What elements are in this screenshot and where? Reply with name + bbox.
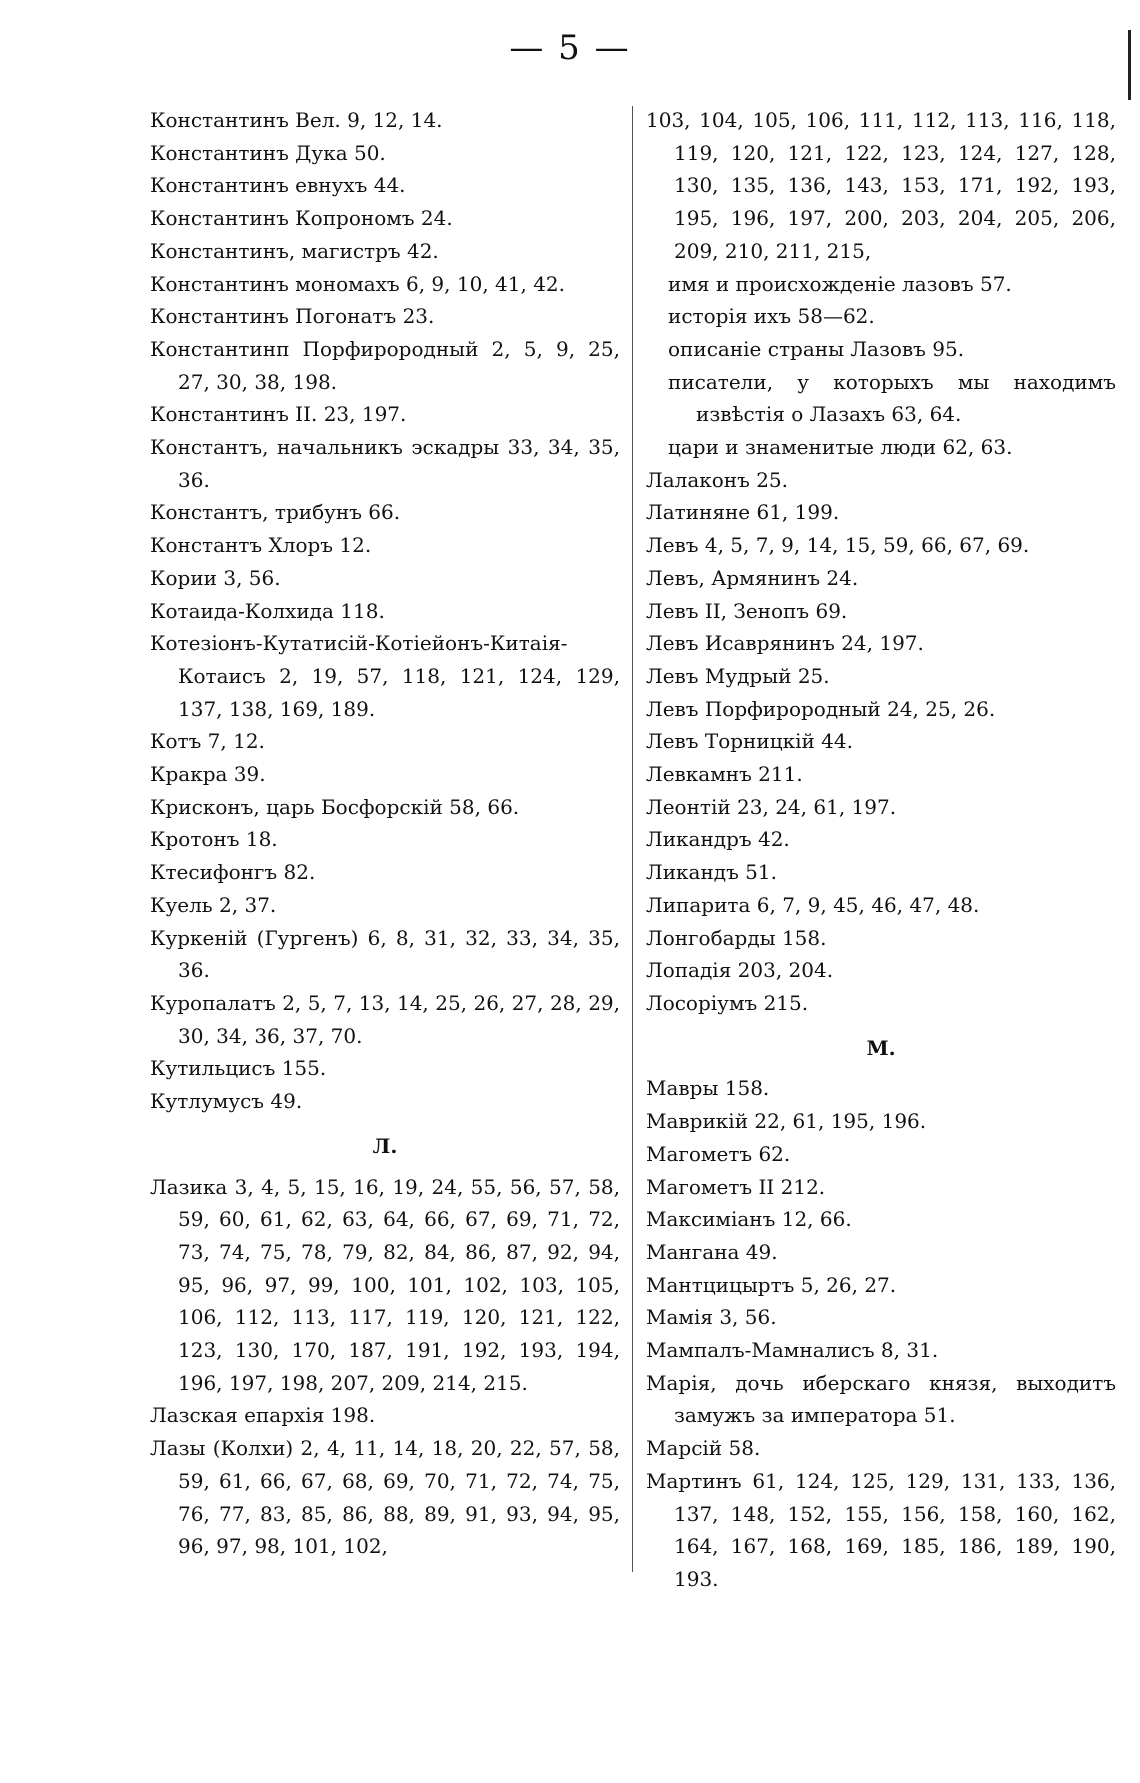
- index-entry: Куркеній (Гургенъ) 6, 8, 31, 32, 33, 34, 35, 36.: [150, 925, 620, 983]
- index-entry: Константъ Хлоръ 12.: [150, 533, 372, 558]
- page-edge-rule: [1128, 30, 1131, 100]
- index-group-l-cont: [646, 464, 1116, 1020]
- index-entry: Мампалъ-Мамналисъ 8, 31.: [646, 1338, 939, 1363]
- index-entry: Левъ 4, 5, 7, 9, 14, 15, 59, 66, 67, 69.: [646, 533, 1030, 558]
- index-column-right: [646, 104, 1116, 1596]
- index-entry: Магометъ 62.: [646, 1141, 791, 1166]
- index-entry: Левъ Исаврянинъ 24, 197.: [646, 631, 924, 656]
- index-entry: Левъ Мудрый 25.: [646, 663, 830, 688]
- index-entry: Ликандръ 42.: [646, 827, 790, 852]
- index-column-left: [150, 104, 620, 1563]
- index-entry: Лазская епархія 198.: [150, 1403, 376, 1428]
- index-entry: Лазика 3, 4, 5, 15, 16, 19, 24, 55, 56, 57, 58, 59, 60, 61, 62, 63, 64, 66, 67, 69, 71, 72, 73, 74, 75, 78, 79, 82, 84, 86, 87, 92, 94, 95, 96, 97, 99, 100, 101, 102, 103, 105, 106, 112, 113, 117, 119, 120, 121, 122, 123, 130, 170, 187, 191, 192, 193, 194, 196, 197, 198, 207, 209, 214, 215.: [150, 1174, 620, 1395]
- index-entry: Мамія 3, 56.: [646, 1305, 777, 1330]
- index-subentry: имя и происхожденіе лазовъ 57.: [668, 271, 1012, 296]
- index-entry: Липарита 6, 7, 9, 45, 46, 47, 48.: [646, 892, 980, 917]
- page-number: — 5 —: [509, 28, 631, 68]
- index-entry: Мантцицыртъ 5, 26, 27.: [646, 1272, 897, 1297]
- index-entry: Максиміанъ 12, 66.: [646, 1207, 852, 1232]
- index-group-k: [150, 104, 620, 1118]
- index-entry: Левъ Порфирородный 24, 25, 26.: [646, 696, 996, 721]
- index-entry: Константинъ, магистръ 42.: [150, 238, 439, 263]
- index-entry: Мавры 158.: [646, 1076, 770, 1101]
- index-entry: Латиняне 61, 199.: [646, 500, 840, 525]
- index-entry: Котаида-Колхида 118.: [150, 598, 385, 623]
- index-entry: Крисконъ, царь Босфорскій 58, 66.: [150, 794, 520, 819]
- index-entry-continuation: 103, 104, 105, 106, 111, 112, 113, 116, 118, 119, 120, 121, 122, 123, 124, 127, 128, 130, 135, 136, 143, 153, 171, 192, 193, 195, 196, 197, 200, 203, 204, 205, 206, 209, 210, 211, 215,: [646, 108, 1116, 263]
- column-divider: [632, 106, 633, 1572]
- index-entry: Магометъ II 212.: [646, 1174, 826, 1199]
- index-entry: Лосоріумъ 215.: [646, 990, 809, 1015]
- index-entry: Куель 2, 37.: [150, 892, 277, 917]
- index-entry: Константинъ евнухъ 44.: [150, 173, 406, 198]
- index-entry: Марсій 58.: [646, 1436, 761, 1461]
- index-entry: Ликандъ 51.: [646, 860, 777, 885]
- section-heading-m: М.: [866, 1035, 896, 1060]
- index-entry: Марія, дочь иберскаго князя, выходитъ замужъ за императора 51.: [646, 1370, 1116, 1428]
- index-entry: Маврикій 22, 61, 195, 196.: [646, 1109, 927, 1134]
- section-heading-l: Л.: [372, 1133, 398, 1158]
- index-subentries: [646, 268, 1116, 464]
- index-entry: Левкамнъ 211.: [646, 762, 803, 787]
- index-entry: Кутильцисъ 155.: [150, 1056, 327, 1081]
- index-entry: Кракра 39.: [150, 762, 266, 787]
- index-entry: Левъ, Армянинъ 24.: [646, 565, 859, 590]
- index-entry: Константинъ Дука 50.: [150, 140, 386, 165]
- index-subentry: цари и знаменитые люди 62, 63.: [668, 435, 1013, 460]
- index-entry: Кутлумусъ 49.: [150, 1089, 303, 1114]
- index-group-m: [646, 1072, 1116, 1595]
- index-entry: Мартинъ 61, 124, 125, 129, 131, 133, 136, 137, 148, 152, 155, 156, 158, 160, 162, 164, 167, 168, 169, 185, 186, 189, 190, 193.: [646, 1468, 1116, 1591]
- index-entry: Леонтій 23, 24, 61, 197.: [646, 794, 897, 819]
- index-entry: Константъ, трибунъ 66.: [150, 500, 401, 525]
- index-subentry: исторія ихъ 58—62.: [668, 304, 875, 329]
- index-entry: Константинъ Погонатъ 23.: [150, 304, 435, 329]
- index-entry: Мангана 49.: [646, 1239, 778, 1264]
- index-entry: Лонгобарды 158.: [646, 925, 827, 950]
- index-entry: Лалаконъ 25.: [646, 467, 789, 492]
- index-entry: Левъ II, Зенопъ 69.: [646, 598, 848, 623]
- index-entry: Лопадія 203, 204.: [646, 958, 834, 983]
- index-subentry: писатели, у которыхъ мы находимъ извѣстія о Лазахъ 63, 64.: [668, 369, 1116, 427]
- index-group-l: [150, 1171, 620, 1563]
- index-entry: Куропалатъ 2, 5, 7, 13, 14, 25, 26, 27, 28, 29, 30, 34, 36, 37, 70.: [150, 990, 620, 1048]
- index-entry: Левъ Торницкій 44.: [646, 729, 853, 754]
- index-entry: Константинп Порфирородный 2, 5, 9, 25, 27, 30, 38, 198.: [150, 336, 620, 394]
- index-entry: Кротонъ 18.: [150, 827, 278, 852]
- index-entry: Котъ 7, 12.: [150, 729, 265, 754]
- index-entry: Константинъ мономахъ 6, 9, 10, 41, 42.: [150, 271, 565, 296]
- index-entry: Константъ, начальникъ эскадры 33, 34, 35, 36.: [150, 435, 620, 492]
- index-entry: Лазы (Колхи) 2, 4, 11, 14, 18, 20, 22, 57, 58, 59, 61, 66, 67, 68, 69, 70, 71, 72, 74, 75, 76, 77, 83, 85, 86, 88, 89, 91, 93, 94, 95, 96, 97, 98, 101, 102,: [150, 1436, 620, 1559]
- index-entry: Котезіонъ-Кутатисій-Котіейонъ-Китаія-Котаисъ 2, 19, 57, 118, 121, 124, 129, 137, 138, 169, 189.: [150, 631, 620, 721]
- index-entry: Ктесифонгъ 82.: [150, 860, 316, 885]
- index-entry: Кории 3, 56.: [150, 565, 281, 590]
- index-entry: Константинъ II. 23, 197.: [150, 402, 407, 427]
- index-entry: Константинъ Вел. 9, 12, 14.: [150, 108, 443, 132]
- index-subentry: описаніе страны Лазовъ 95.: [668, 336, 965, 361]
- index-entry: Константинъ Копрономъ 24.: [150, 206, 453, 231]
